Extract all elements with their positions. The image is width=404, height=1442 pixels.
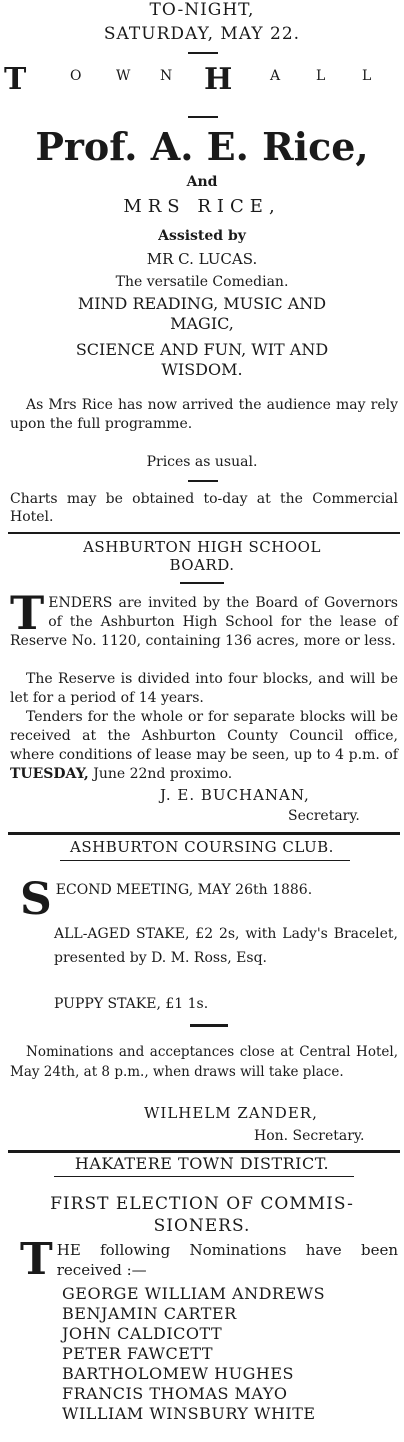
ad2-heading-2: BOARD. bbox=[169, 556, 235, 574]
ad2-dropcap: T bbox=[10, 586, 45, 640]
ad1-assistant-desc: The versatile Comedian. bbox=[115, 274, 289, 290]
ad2-para-3 bbox=[10, 708, 398, 784]
divider bbox=[188, 116, 218, 118]
ad1-prices: Prices as usual. bbox=[146, 454, 258, 470]
ad1-charts: Charts may be obtained to-day at the Commercial Hotel. bbox=[10, 491, 398, 525]
divider bbox=[188, 52, 218, 54]
ad1-notice: As Mrs Rice has now arrived the audience may rely upon the full programme. bbox=[10, 397, 398, 432]
ad3-stake-2: PUPPY STAKE, £1 1s. bbox=[54, 996, 209, 1012]
ad3-heading: ASHBURTON COURSING CLUB. bbox=[70, 838, 334, 856]
nominee-name: BARTHOLOMEW HUGHES bbox=[62, 1364, 294, 1383]
column-rule bbox=[8, 1150, 400, 1153]
ad1-assisted-by: Assisted by bbox=[158, 228, 246, 244]
nominee-name: JOHN CALDICOTT bbox=[62, 1324, 223, 1343]
nominee-name: PETER FAWCETT bbox=[62, 1344, 214, 1363]
ad4-dropcap: T bbox=[20, 1234, 53, 1285]
heading-underline bbox=[60, 860, 350, 861]
ad4-subheading-2: SIONERS. bbox=[153, 1216, 251, 1236]
ad1-program-3: SCIENCE AND FUN, WIT AND bbox=[75, 340, 329, 359]
ad3-meeting-text: ECOND MEETING, MAY 26th 1886. bbox=[55, 882, 313, 898]
ad2-para-1 bbox=[10, 586, 398, 651]
divider bbox=[180, 582, 224, 584]
column-rule bbox=[8, 832, 400, 835]
ad3-signer-title: Hon. Secretary. bbox=[254, 1128, 365, 1144]
column-rule bbox=[8, 532, 400, 534]
ad1-and: And bbox=[186, 174, 218, 190]
ad4-intro-text: HE following Nominations have been received :— bbox=[56, 1241, 398, 1279]
ad1-program-1: MIND READING, MUSIC AND bbox=[77, 294, 327, 313]
ad2-heading-1: ASHBURTON HIGH SCHOOL bbox=[83, 538, 321, 556]
nominee-name: BENJAMIN CARTER bbox=[62, 1304, 237, 1323]
ad3-signer: WILHELM ZANDER, bbox=[144, 1104, 318, 1122]
nominee-name: WILLIAM WINSBURY WHITE bbox=[62, 1404, 316, 1423]
divider bbox=[190, 1024, 228, 1027]
ad1-program-4: WISDOM. bbox=[161, 360, 243, 379]
ad2-para-1-text: ENDERS are invited by the Board of Governors of the Ashburton High School for the lease of Reserve No. 1120, containing 136 acres, more or less. bbox=[10, 595, 398, 649]
ad4-intro bbox=[20, 1234, 398, 1285]
ad3-dropcap: S bbox=[20, 874, 52, 925]
ad4-heading: HAKATERE TOWN DISTRICT. bbox=[74, 1154, 330, 1173]
ad1-performer: Prof. A. E. Rice, bbox=[35, 124, 369, 169]
ad2-para-3-end: June 22nd proximo. bbox=[93, 766, 233, 782]
ad2-signer: J. E. BUCHANAN, bbox=[160, 786, 310, 804]
ad4-subheading-1: FIRST ELECTION OF COMMIS- bbox=[50, 1194, 354, 1214]
divider bbox=[188, 480, 218, 482]
ad3-meeting bbox=[20, 874, 398, 925]
ad2-signer-title: Secretary. bbox=[288, 808, 360, 824]
ad1-program-2: MAGIC, bbox=[170, 314, 234, 333]
ad2-para-2: The Reserve is divided into four blocks, and will be let for a period of 14 years. bbox=[10, 671, 398, 706]
nominee-name: FRANCIS THOMAS MAYO bbox=[62, 1384, 288, 1403]
ad1-assistant: MR C. LUCAS. bbox=[146, 250, 258, 268]
ad1-when: TO-NIGHT, bbox=[149, 0, 255, 20]
heading-underline bbox=[54, 1176, 354, 1177]
ad1-partner: MRS RICE, bbox=[123, 196, 281, 217]
ad3-stake-1: ALL-AGED STAKE, £2 2s, with Lady's Bracelet, presented by D. M. Ross, Esq. bbox=[54, 926, 398, 966]
ad2-para-3-text: Tenders for the whole or for separate blocks will be received at the Ashburton County Council office, where conditions of lease may be seen, up to 4 p.m. of bbox=[10, 709, 398, 763]
ad3-nominations: Nominations and acceptances close at Central Hotel, May 24th, at 8 p.m., when draws will take place. bbox=[10, 1044, 398, 1080]
ad2-para-3-bold: TUESDAY, bbox=[10, 766, 89, 782]
ad1-date: SATURDAY, MAY 22. bbox=[103, 24, 301, 44]
newspaper-column: TO-NIGHT, SATURDAY, MAY 22. T O W N H A L L Prof. A. E. Rice, And MRS RICE, Assisted by MR C. LUCAS. The versatile Comedian. MIND READING, MUSIC AND MAGIC, SCIENCE AND FUN, WIT AND WISDOM. As Mrs Rice has now arrived the audience may rely upon the full programme. Prices as usual. Charts may be obtained to-day at the Commercial Hotel. ASHBURTON HIGH SCHOOL BOARD. TENDERS are invited by the Board of Governors of the Ashburton High School for the lease of Reserve No. 1120, containing 136 acres, more or less. The Reserve is divided into four blocks, and will be let for a period of 14 years. Tenders for the whole or for separate blocks will be received at the Ashburton County Council office, where conditions of lease may be seen, up to 4 p.m. of TUESDAY, June 22nd proximo. J. E. BUCHANAN, Secretary. ASHBURTON COURSING CLUB. SECOND MEETING, MAY 26th 1886. ALL-AGED STAKE, £2 2s, with Lady's Bracelet, presented by D. M. Ross, Esq. PUPPY STAKE, £1 1s. Nominations and acceptances close at Central Hotel, May 24th, at 8 p.m., when draws will take place. WILHELM ZANDER, Hon. Secretary. HAKATERE TOWN DISTRICT. FIRST ELECTION OF COMMIS- SIONERS. THE following Nominations have been received :— GEORGE WILLIAM ANDREWS BENJAMIN CARTER JOHN CALDICOTT PETER FAWCETT BARTHOLOMEW HUGHES FRANCIS THOMAS MAYO WILLIAM WINSBURY WHITE bbox=[0, 0, 404, 1442]
nominee-name: GEORGE WILLIAM ANDREWS bbox=[62, 1284, 326, 1303]
